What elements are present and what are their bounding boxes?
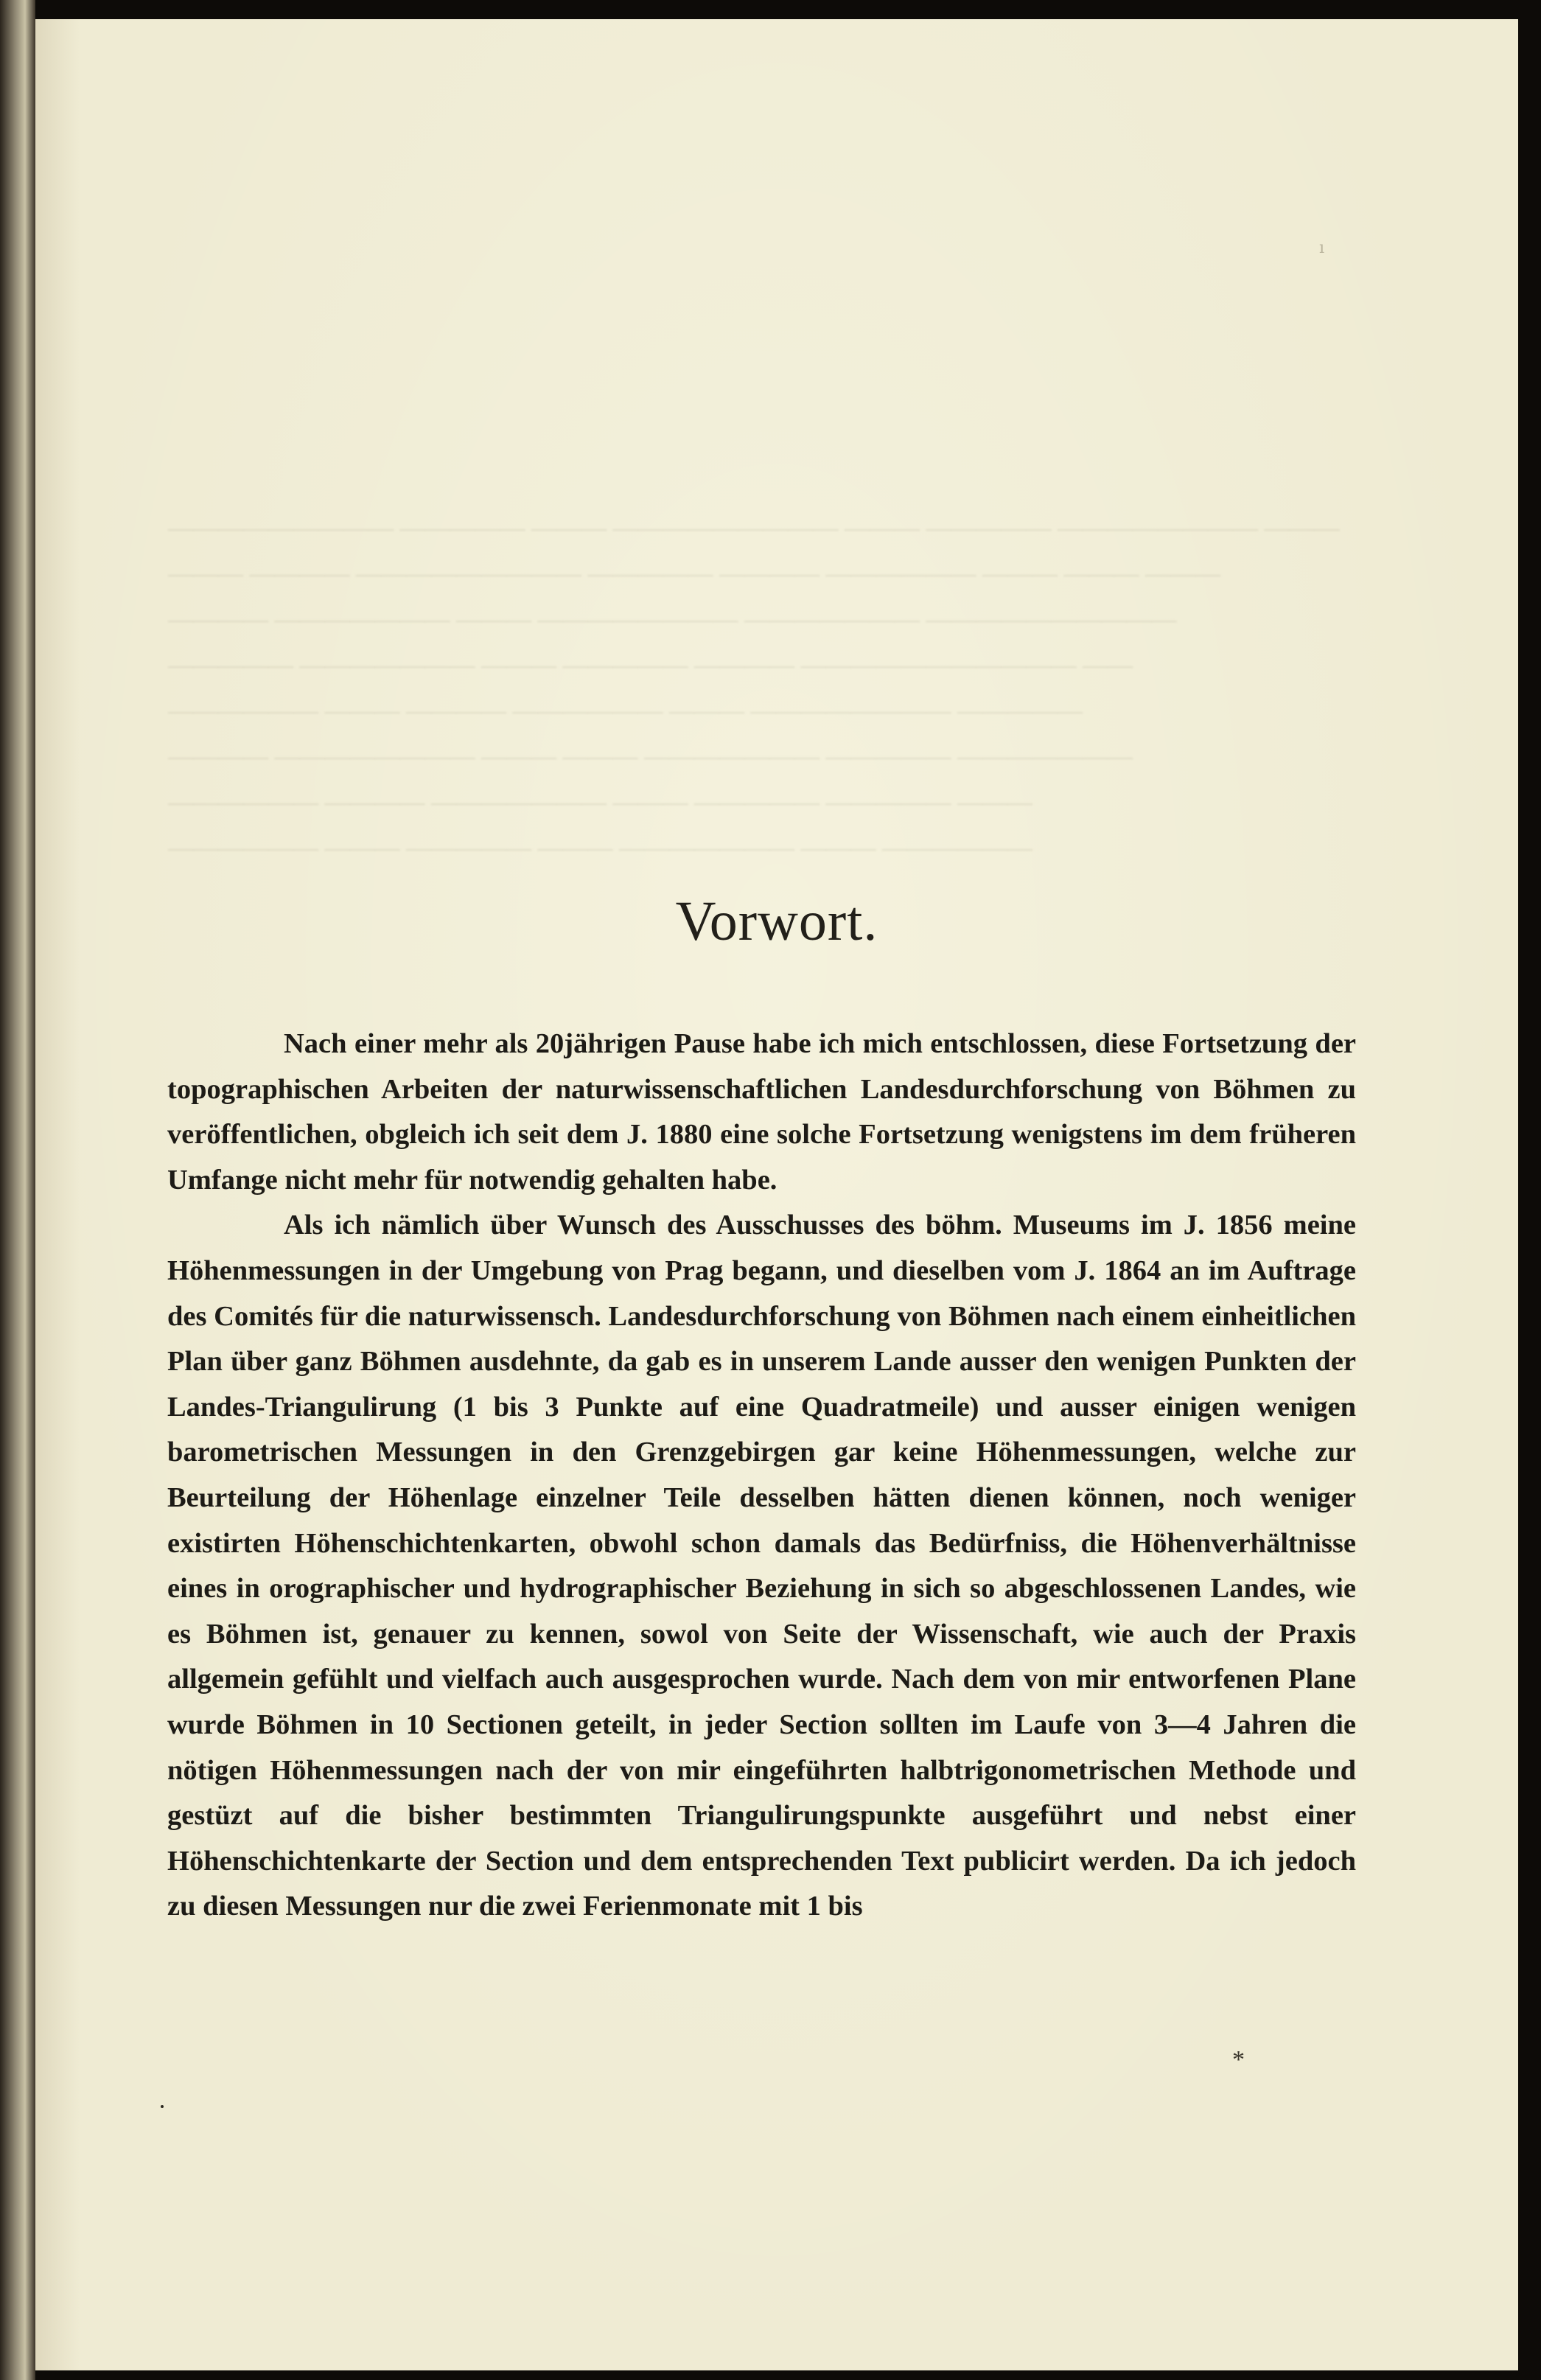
scanned-page: [35, 19, 1518, 2370]
scan-border: [1518, 0, 1541, 2380]
paragraph-1: Nach einer mehr als 20jährigen Pause habe ich mich entschlossen, diese Fortsetzung der topographischen Arbeiten der naturwissenschaftlichen Landesdurchforschung von Böhmen zu veröffentlichen, obgleich ich seit dem J. 1880 eine solche Fortsetzung wenigstens im dem früheren Umfange nicht mehr für notwendig gehalten habe.: [167, 1028, 1356, 1196]
paragraph-2: Als ich nämlich über Wunsch des Ausschusses des böhm. Museums im J. 1856 meine Höhenmessungen in der Umgebung von Prag begann, und dieselben vom J. 1864 an im Auftrage des Comités für die naturwissensch. Landesdurchforschung von Böhmen nach einem einheitlichen Plan über ganz Böhmen ausdehnte, da gab es in unserem Lande ausser den wenigen Punkten der Landes-Triangulirung (1 bis 3 Punkte auf eine Quadratmeile) und ausser einigen wenigen barometrischen Messungen in den Grenzgebirgen gar keine Höhenmessungen, welche zur Beurteilung der Höhenlage einzelner Teile desselben hätten dienen können, noch weniger existirten Höhenschichtenkarten, obwohl schon damals das Bedürfniss, die Höhenverhältnisse eines in orographischer und hydrographischer Beziehung in sich so abgeschlossenen Landes, wie es Böhmen ist, genauer zu kennen, sowol von Seite der Wissenschaft, wie auch der Praxis allgemein gefühlt und vielfach auch ausgesprochen wurde. Nach dem von mir entworfenen Plane wurde Böhmen in 10 Sectionen geteilt, in jeder Section sollten im Laufe von 3—4 Jahren die nötigen Höhenmessungen nach der von mir eingeführten halbtrigonometrischen Methode und gestüzt auf die bisher bestimmten Triangulirungspunkte ausgeführt und nebst einer Höhenschichtenkarte der Section und dem entsprechenden Text publicirt werden. Da ich jedoch zu diesen Messungen nur die zwei Ferienmonate mit 1 bis: [167, 1210, 1356, 1922]
body-text: [167, 1022, 1356, 1930]
show-through-text: ————————— ————— ——— ————————— ——— ————— ———————— ——— ——— ———— ————————— ————— ———— —————— ——— ——— ——— ———— ——————— ——— ———————— ——————— —————————— ————— ——————— ——— ————— ———— ——————————— —— —————— ——— ———— —————— ——— ———————— ————— ———— ———————— ——— ——— ——————— ————— ——————— —————— ———— ——————— ——— ————— ————— ——— —————— ——— ————— ——— ——————— ——— ——————: [168, 514, 1340, 862]
speck: [161, 2105, 164, 2108]
corner-mark: ı: [1319, 239, 1325, 257]
signature-mark: *: [1232, 2046, 1245, 2073]
page-title: Vorwort.: [675, 890, 878, 952]
book-spine-edge: [0, 0, 35, 2380]
